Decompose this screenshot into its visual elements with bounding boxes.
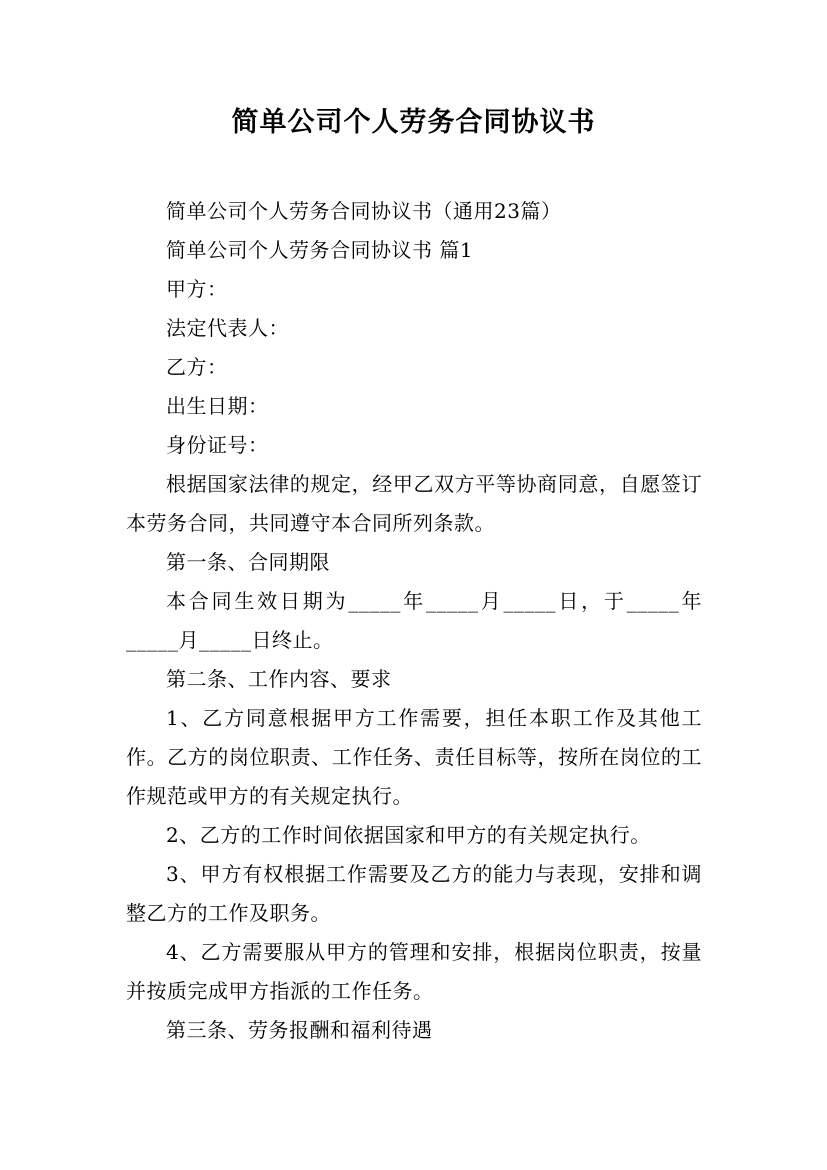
- document-title: 简单公司个人劳务合同协议书: [231, 107, 596, 138]
- paragraph-party-a: 甲方：: [166, 277, 228, 301]
- paragraph-article-2-item-3: 3、甲方有权根据工作需要及乙方的能力与表现，安排和调整乙方的工作及职务。: [126, 862, 702, 925]
- paragraph-id-number: 身份证号：: [166, 433, 269, 457]
- paragraph-article-2-item-2: 2、乙方的工作时间依据国家和甲方的有关规定执行。: [166, 823, 651, 847]
- paragraph-heading-part-1: 简单公司个人劳务合同协议书 篇1: [166, 238, 474, 262]
- paragraph-article-1-heading: 第一条、合同期限: [166, 550, 330, 574]
- paragraph-birth-date: 出生日期：: [166, 394, 269, 418]
- paragraph-legal-representative: 法定代表人：: [166, 316, 289, 340]
- paragraph-article-3-heading: 第三条、劳务报酬和福利待遇: [166, 1018, 433, 1042]
- paragraph-heading-collection: 简单公司个人劳务合同协议书（通用23篇）: [166, 199, 562, 223]
- paragraph-party-b: 乙方：: [166, 355, 228, 379]
- paragraph-article-2-heading: 第二条、工作内容、要求: [166, 667, 392, 691]
- paragraph-article-2-item-4: 4、乙方需要服从甲方的管理和安排，根据岗位职责，按量并按质完成甲方指派的工作任务。: [126, 940, 702, 1003]
- paragraph-article-1-term: 本合同生效日期为_____年_____月_____日，于_____年_____月_____日终止。: [126, 589, 702, 652]
- document-body: [126, 192, 702, 1050]
- paragraph-article-2-item-1: 1、乙方同意根据甲方工作需要，担任本职工作及其他工作。乙方的岗位职责、工作任务、责任目标等，按所在岗位的工作规范或甲方的有关规定执行。: [126, 706, 702, 808]
- paragraph-intro: 根据国家法律的规定，经甲乙双方平等协商同意，自愿签订本劳务合同，共同遵守本合同所列条款。: [126, 472, 702, 535]
